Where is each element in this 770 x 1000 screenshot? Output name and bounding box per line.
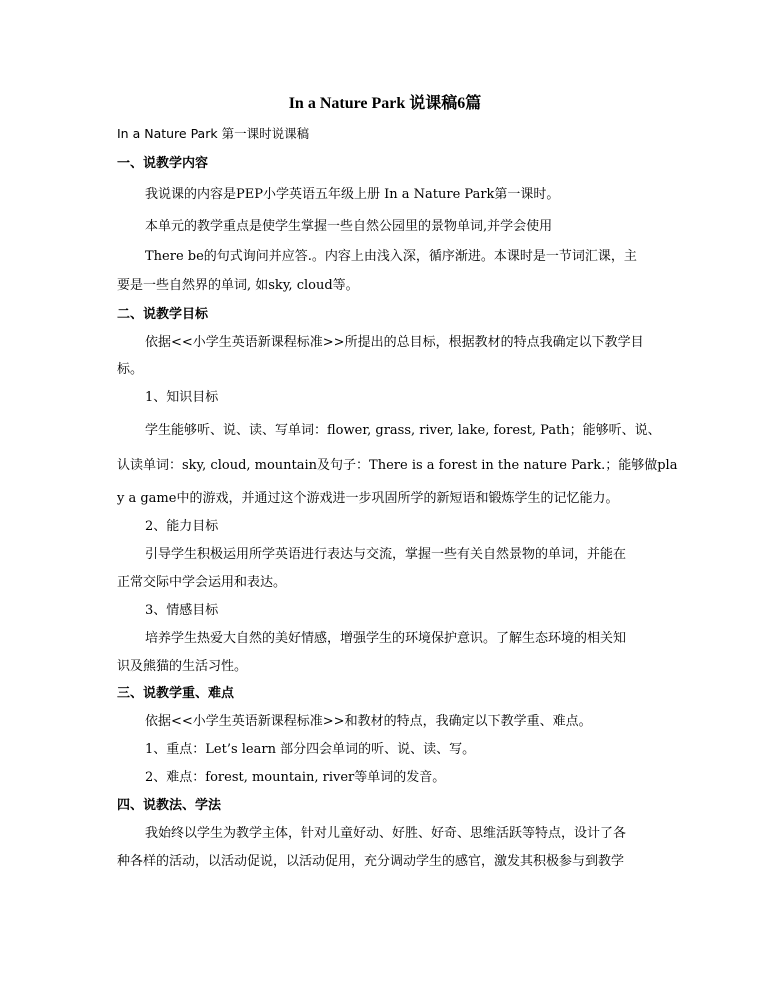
subheading-ability: 2、能力目标: [145, 519, 219, 534]
paragraph-line: 本单元的教学重点是使学生掌握一些自然公园里的景物单词,并学会使用: [145, 219, 553, 234]
paragraph-line: 种各样的活动，以活动促说，以活动促用，充分调动学生的感官，激发其积极参与到教学: [117, 854, 625, 869]
paragraph-line: 要是一些自然界的单词, 如sky, cloud等。: [117, 278, 359, 293]
paragraph-line: 标。: [117, 362, 144, 377]
subheading-emotion: 3、情感目标: [145, 603, 219, 618]
paragraph-line: 我说课的内容是PEP小学英语五年级上册 In a Nature Park第一课时。: [145, 187, 560, 202]
list-item-difficulty: 2、难点：forest, mountain, river等单词的发音。: [145, 770, 446, 785]
paragraph-line: 依据<<小学生英语新课程标准>>和教材的特点，我确定以下教学重、难点。: [145, 714, 592, 729]
section-heading-methods: 四、说教法、学法: [117, 798, 222, 813]
paragraph-line: There be的句式询问并应答.。内容上由浅入深，循序渐进。本课时是一节词汇课，主: [145, 249, 637, 264]
document-subtitle: In a Nature Park 第一课时说课稿: [117, 126, 310, 141]
paragraph-line: 引导学生积极运用所学英语进行表达与交流，掌握一些有关自然景物的单词，并能在: [145, 547, 627, 562]
paragraph-line: 依据<<小学生英语新课程标准>>所提出的总目标，根据教材的特点我确定以下教学目: [145, 335, 644, 350]
paragraph-line: 识及熊猫的生活习性。: [117, 659, 248, 674]
paragraph-line: 学生能够听、说、读、写单词：flower, grass, river, lake, forest, Path；能够听、说、: [145, 423, 661, 438]
paragraph-line: 培养学生热爱大自然的美好情感，增强学生的环境保护意识。了解生态环境的相关知: [145, 631, 627, 646]
paragraph-line: 认读单词：sky, cloud, mountain及句子：There is a forest in the nature Park.；能够做pla: [117, 458, 678, 473]
paragraph-line: 我始终以学生为教学主体，针对儿童好动、好胜、好奇、思维活跃等特点，设计了各: [145, 826, 627, 841]
paragraph-line: y a game中的游戏，并通过这个游戏进一步巩固所学的新短语和锻炼学生的记忆能力。: [117, 491, 619, 506]
list-item-key-point: 1、重点：Let’s learn 部分四会单词的听、说、读、写。: [145, 742, 476, 757]
paragraph-line: 正常交际中学会运用和表达。: [117, 575, 287, 590]
section-heading-content: 一、说教学内容: [117, 156, 209, 171]
section-heading-key-points: 三、说教学重、难点: [117, 686, 235, 701]
section-heading-objectives: 二、说教学目标: [117, 307, 209, 322]
subheading-knowledge: 1、知识目标: [145, 390, 219, 405]
document-title: In a Nature Park 说课稿6篇: [288, 95, 482, 112]
